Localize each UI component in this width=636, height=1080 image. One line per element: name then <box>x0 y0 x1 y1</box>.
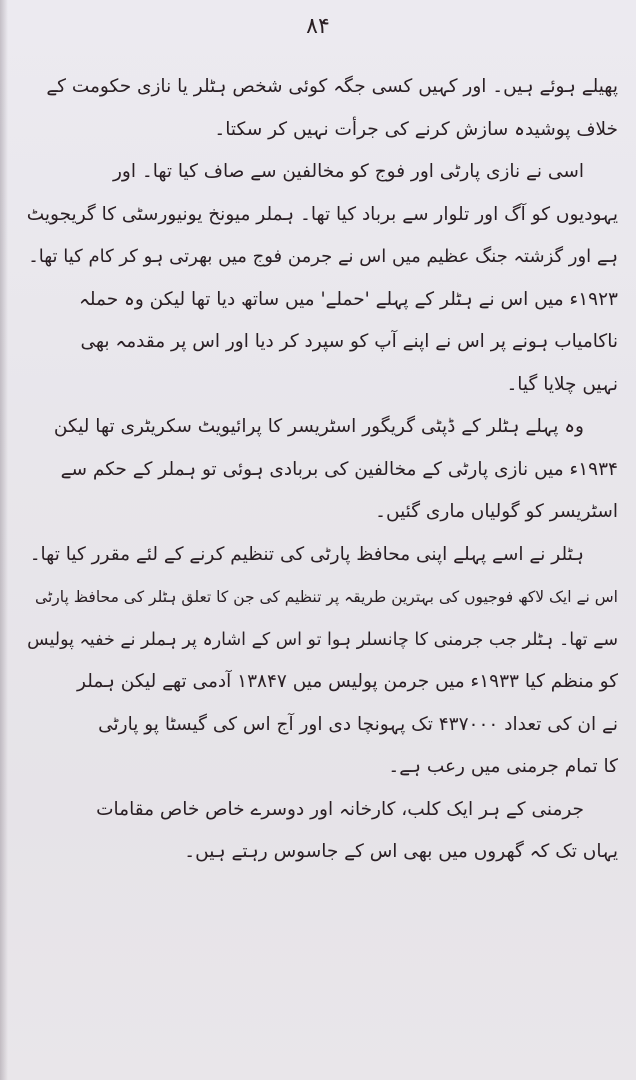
body-text <box>22 66 618 874</box>
text-line: نے ان کی تعداد ۴۳۷۰۰۰ تک پہونچا دی اور آج اس کی گیسٹا پو پارٹی <box>98 713 618 735</box>
text-line: اس نے ایک لاکھ فوجیوں کی بہترین طریقہ پر تنظیم کی جن کا تعلق ہٹلر کی محافظ پارٹی <box>35 588 618 606</box>
text-line: سے تھا۔ ہٹلر جب جرمنی کا چانسلر ہوا تو اس کے اشارہ پر ہملر نے خفیہ پولیس <box>27 629 618 650</box>
text-line: پھیلے ہوئے ہیں۔ اور کہیں کسی جگہ کوئی شخص ہٹلر یا نازی حکومت کے <box>46 76 618 97</box>
text-line: ناکامیاب ہونے پر اس نے اپنے آپ کو سپرد کر دیا اور اس پر مقدمہ بھی <box>80 331 618 352</box>
text-line: وہ پہلے ہٹلر کے ڈپٹی گریگور اسٹریسر کا پرائیویٹ سکریٹری تھا لیکن <box>53 416 584 437</box>
text-line: یہاں تک کہ گھروں میں بھی اس کے جاسوس رہتے ہیں۔ <box>184 841 618 862</box>
text-line: ہٹلر نے اسے پہلے اپنی محافظ پارٹی کی تنظیم کرنے کے لئے مقرر کیا تھا۔ <box>29 543 584 565</box>
text-line: نہیں چلایا گیا۔ <box>506 373 618 395</box>
text-line: جرمنی کے ہر ایک کلب، کارخانہ اور دوسرے خاص خاص مقامات <box>96 798 584 820</box>
text-line: یہودیوں کو آگ اور تلوار سے برباد کیا تھا۔ ہملر میونخ یونیورسٹی کا گریجویٹ <box>26 203 618 225</box>
text-line: کا تمام جرمنی میں رعب ہے۔ <box>388 756 618 777</box>
text-line: اسی نے نازی پارٹی اور فوج کو مخالفین سے صاف کیا تھا۔ اور <box>112 161 584 182</box>
text-line: ۱۹۳۴ء میں نازی پارٹی کے مخالفین کی بربادی ہوئی تو ہملر کے حکم سے <box>60 458 618 480</box>
text-line: کو منظم کیا ۱۹۳۳ء میں جرمن پولیس میں ۱۳۸۴۷ آدمی تھے لیکن ہملر <box>77 671 618 692</box>
text-line: ہے اور گزشتہ جنگ عظیم میں اس نے جرمن فوج میں بھرتی ہو کر کام کیا تھا۔ <box>28 246 618 267</box>
page-number: ۸۴ <box>306 14 330 39</box>
text-line: ۱۹۲۳ء میں اس نے ہٹلر کے پہلے 'حملے' میں ساتھ دیا تھا لیکن وہ حملہ <box>79 288 618 310</box>
text-line: اسٹریسر کو گولیاں ماری گئیں۔ <box>375 501 618 522</box>
text-line: خلاف پوشیدہ سازش کرنے کی جرأت نہیں کر سکتا۔ <box>214 118 618 140</box>
